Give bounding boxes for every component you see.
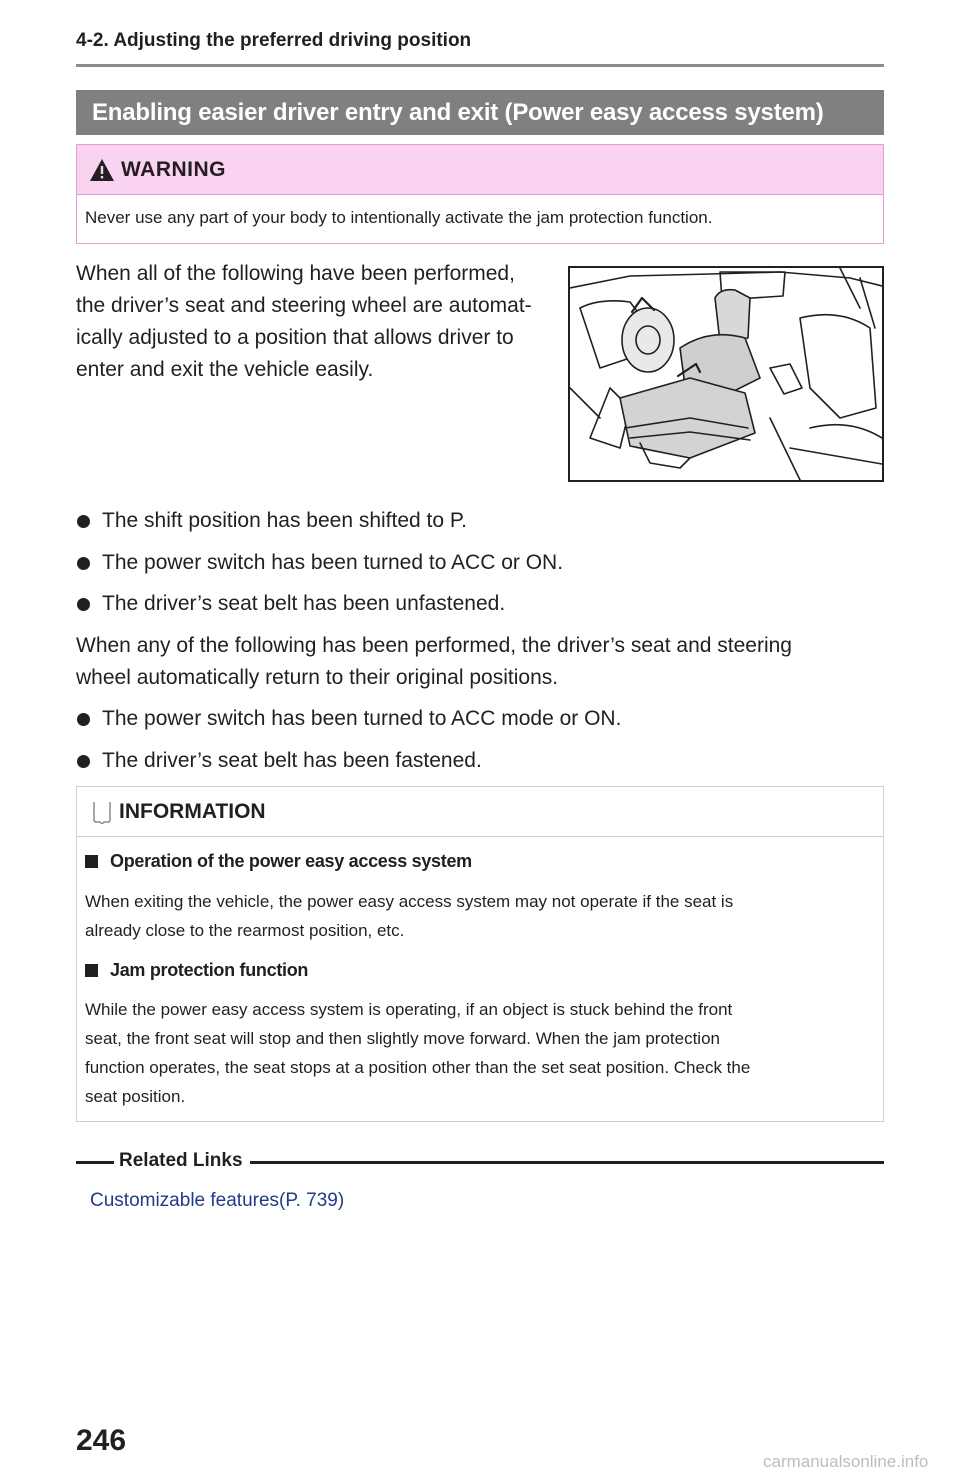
info-line: function operates, the seat stops at a position other than the set seat position. Check the xyxy=(85,1058,751,1077)
warning-text: Never use any part of your body to intentionally activate the jam protection function. xyxy=(85,208,713,227)
header-divider xyxy=(76,64,884,67)
paragraph-line: When any of the following has been performed, the driver’s seat and steering xyxy=(76,634,792,657)
list-item xyxy=(76,507,467,535)
info-paragraph xyxy=(85,995,875,1111)
driver-seat-illustration-icon xyxy=(570,268,882,480)
paragraph-line: wheel automatically return to their original positions. xyxy=(76,666,559,689)
warning-triangle-icon xyxy=(89,158,115,182)
information-header xyxy=(77,787,883,837)
list-item xyxy=(76,705,621,733)
section-title: Enabling easier driver entry and exit (Power easy access system) xyxy=(76,90,884,135)
intro-paragraph xyxy=(76,258,556,386)
warning-title: WARNING xyxy=(121,157,226,181)
condition-text: The power switch has been turned to ACC or ON. xyxy=(102,551,564,574)
condition-text: The power switch has been turned to ACC mode or ON. xyxy=(102,707,622,730)
info-subheading xyxy=(85,851,472,872)
intro-line: When all of the following have been performed, xyxy=(76,262,515,285)
warning-header xyxy=(77,145,883,195)
intro-line: ically adjusted to a position that allows driver to xyxy=(76,326,514,349)
info-subheading xyxy=(85,960,308,981)
list-item xyxy=(76,590,505,618)
bullet-icon xyxy=(77,755,90,768)
condition-text: The driver’s seat belt has been unfastened. xyxy=(102,592,506,615)
note-icon xyxy=(91,800,111,824)
condition-text: The shift position has been shifted to P. xyxy=(102,509,468,532)
info-line: seat, the front seat will stop and then slightly move forward. When the jam protection xyxy=(85,1029,720,1048)
related-divider-right xyxy=(250,1161,884,1164)
related-divider-left xyxy=(76,1161,114,1164)
intro-line: the driver’s seat and steering wheel are automat- xyxy=(76,294,532,317)
bullet-icon xyxy=(77,598,90,611)
chapter-header: 4-2. Adjusting the preferred driving position xyxy=(76,30,472,51)
bullet-icon xyxy=(77,515,90,528)
bullet-icon xyxy=(77,713,90,726)
list-item xyxy=(76,747,482,775)
related-links-title: Related Links xyxy=(119,1150,243,1171)
intro-line: enter and exit the vehicle easily. xyxy=(76,358,374,381)
info-line: While the power easy access system is operating, if an object is stuck behind the front xyxy=(85,1000,733,1019)
warning-box xyxy=(76,144,884,244)
info-heading-text: Jam protection function xyxy=(110,960,309,980)
information-box xyxy=(76,786,884,1122)
return-paragraph xyxy=(76,630,884,694)
info-line: seat position. xyxy=(85,1087,186,1106)
list-item xyxy=(76,549,563,577)
square-bullet-icon xyxy=(85,855,98,868)
square-bullet-icon xyxy=(85,964,98,977)
condition-text: The driver’s seat belt has been fastened. xyxy=(102,749,482,772)
page-number: 246 xyxy=(76,1424,127,1457)
info-line: When exiting the vehicle, the power easy access system may not operate if the seat is xyxy=(85,892,734,911)
customizable-features-link[interactable]: Customizable features(P. 739) xyxy=(90,1190,345,1211)
info-line: already close to the rearmost position, etc. xyxy=(85,921,405,940)
watermark: carmanualsonline.info xyxy=(763,1452,929,1471)
info-paragraph xyxy=(85,887,875,945)
bullet-icon xyxy=(77,557,90,570)
information-title: INFORMATION xyxy=(119,799,266,823)
seat-illustration xyxy=(568,266,884,482)
info-heading-text: Operation of the power easy access system xyxy=(110,851,472,871)
